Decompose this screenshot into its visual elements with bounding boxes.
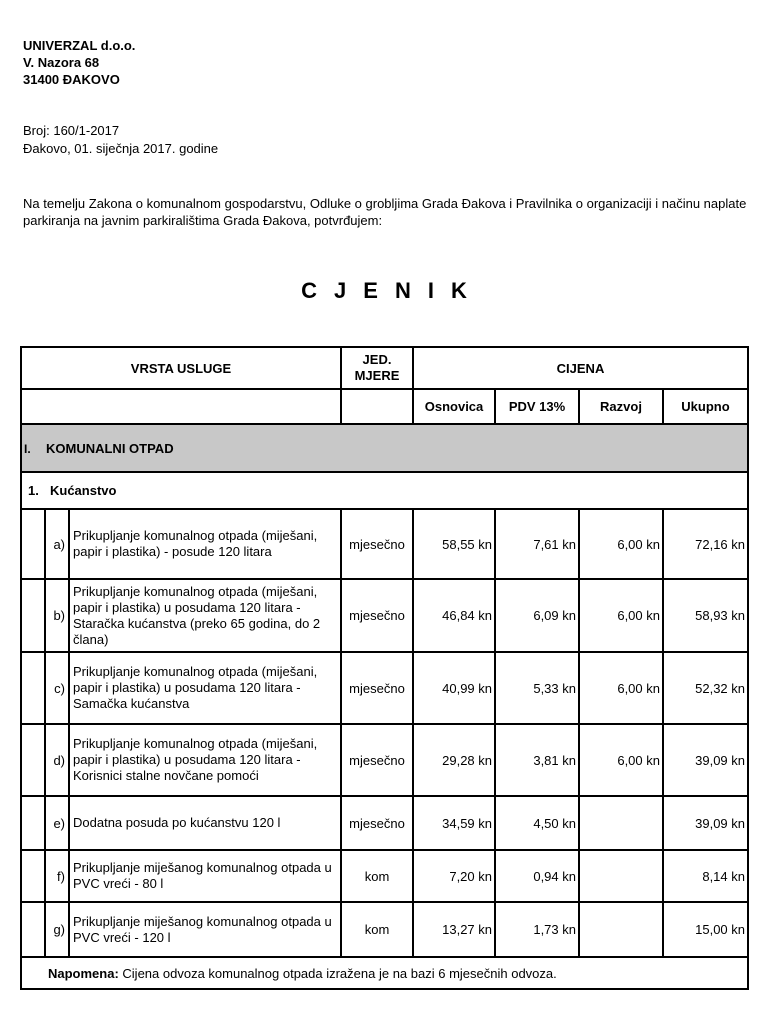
document-title: CJENIK — [301, 278, 484, 303]
row-letter: e) — [45, 796, 69, 850]
header-service: VRSTA USLUGE — [21, 347, 341, 389]
reference-place-date: Đakovo, 01. siječnja 2017. godine — [23, 141, 219, 156]
section-row — [21, 424, 748, 472]
table-row — [21, 652, 748, 724]
table-row — [21, 902, 748, 957]
row-dev: 6,00 kn — [579, 509, 663, 579]
reference-block — [23, 122, 218, 158]
row-base: 46,84 kn — [413, 579, 495, 652]
section-label: KOMUNALNI OTPAD — [46, 440, 174, 456]
note-label: Napomena: — [48, 965, 119, 981]
row-unit: mjesečno — [341, 509, 413, 579]
row-dev: 6,00 kn — [579, 724, 663, 796]
row-spacer — [21, 579, 45, 652]
header-dev: Razvoj — [579, 389, 663, 424]
row-spacer — [21, 724, 45, 796]
row-spacer — [21, 796, 45, 850]
row-total: 39,09 kn — [663, 724, 748, 796]
company-street: V. Nazora 68 — [23, 55, 100, 70]
row-description: Prikupljanje komunalnog otpada (miješani, papir i plastika) - posude 120 litara — [69, 509, 341, 579]
row-base: 29,28 kn — [413, 724, 495, 796]
row-description: Dodatna posuda po kućanstvu 120 l — [69, 796, 341, 850]
row-vat: 3,81 kn — [495, 724, 579, 796]
row-letter: c) — [45, 652, 69, 724]
header-blank — [21, 389, 341, 424]
row-total: 52,32 kn — [663, 652, 748, 724]
section-cell — [21, 424, 748, 472]
table-row — [21, 579, 748, 652]
row-dev — [579, 850, 663, 902]
row-vat: 1,73 kn — [495, 902, 579, 957]
row-vat: 6,09 kn — [495, 579, 579, 652]
note-row — [21, 957, 748, 989]
row-letter: a) — [45, 509, 69, 579]
row-base: 7,20 kn — [413, 850, 495, 902]
row-letter: d) — [45, 724, 69, 796]
header-total: Ukupno — [663, 389, 748, 424]
row-total: 58,93 kn — [663, 579, 748, 652]
row-dev — [579, 902, 663, 957]
header-unit-blank — [341, 389, 413, 424]
row-vat: 7,61 kn — [495, 509, 579, 579]
header-price: CIJENA — [413, 347, 748, 389]
row-dev: 6,00 kn — [579, 579, 663, 652]
company-city: 31400 ĐAKOVO — [23, 72, 120, 87]
row-unit: mjesečno — [341, 796, 413, 850]
row-letter: b) — [45, 579, 69, 652]
row-unit: mjesečno — [341, 724, 413, 796]
row-total: 72,16 kn — [663, 509, 748, 579]
row-description: Prikupljanje komunalnog otpada (miješani, papir i plastika) u posudama 120 litara - Staračka kućanstva (preko 65 godina, do 2 člana) — [69, 579, 341, 652]
row-description: Prikupljanje komunalnog otpada (miješani, papir i plastika) u posudama 120 litara - Samačka kućanstva — [69, 652, 341, 724]
intro-paragraph: Na temelju Zakona o komunalnom gospodarstvu, Odluke o grobljima Grada Đakova i Pravilnika o organizaciji i načinu naplate parkiranja na javnim parkiralištima Grada Đakova, potvrđujem: — [23, 196, 747, 228]
row-total: 8,14 kn — [663, 850, 748, 902]
table-row — [21, 724, 748, 796]
subsection-number: 1. — [28, 483, 39, 498]
row-unit: mjesečno — [341, 652, 413, 724]
price-table — [20, 346, 749, 990]
table-row — [21, 850, 748, 902]
note-text: Cijena odvoza komunalnog otpada izražena je na bazi 6 mjesečnih odvoza. — [118, 965, 557, 981]
header-base: Osnovica — [413, 389, 495, 424]
table-row — [21, 796, 748, 850]
row-description: Prikupljanje miješanog komunalnog otpada u PVC vreći - 80 l — [69, 850, 341, 902]
header-unit: JED. MJERE — [341, 347, 413, 389]
row-spacer — [21, 509, 45, 579]
row-vat: 4,50 kn — [495, 796, 579, 850]
row-base: 13,27 kn — [413, 902, 495, 957]
row-spacer — [21, 652, 45, 724]
section-number: I. — [24, 441, 31, 456]
row-total: 39,09 kn — [663, 796, 748, 850]
subsection-row — [21, 472, 748, 509]
row-description: Prikupljanje komunalnog otpada (miješani, papir i plastika) u posudama 120 litara - Korisnici stalne novčane pomoći — [69, 724, 341, 796]
row-letter: g) — [45, 902, 69, 957]
header-vat: PDV 13% — [495, 389, 579, 424]
reference-number: Broj: 160/1-2017 — [23, 123, 120, 138]
row-base: 40,99 kn — [413, 652, 495, 724]
subsection-cell — [21, 472, 748, 509]
row-dev — [579, 796, 663, 850]
note-cell — [21, 957, 748, 989]
row-unit: kom — [341, 902, 413, 957]
table-row — [21, 509, 748, 579]
row-vat: 0,94 kn — [495, 850, 579, 902]
company-name: UNIVERZAL d.o.o. — [23, 38, 136, 53]
subsection-label: Kućanstvo — [50, 483, 117, 498]
row-vat: 5,33 kn — [495, 652, 579, 724]
row-spacer — [21, 902, 45, 957]
row-description: Prikupljanje miješanog komunalnog otpada u PVC vreći - 120 l — [69, 902, 341, 957]
row-total: 15,00 kn — [663, 902, 748, 957]
row-unit: kom — [341, 850, 413, 902]
row-unit: mjesečno — [341, 579, 413, 652]
company-block — [23, 37, 135, 88]
row-spacer — [21, 850, 45, 902]
row-base: 58,55 kn — [413, 509, 495, 579]
row-base: 34,59 kn — [413, 796, 495, 850]
row-dev: 6,00 kn — [579, 652, 663, 724]
row-letter: f) — [45, 850, 69, 902]
